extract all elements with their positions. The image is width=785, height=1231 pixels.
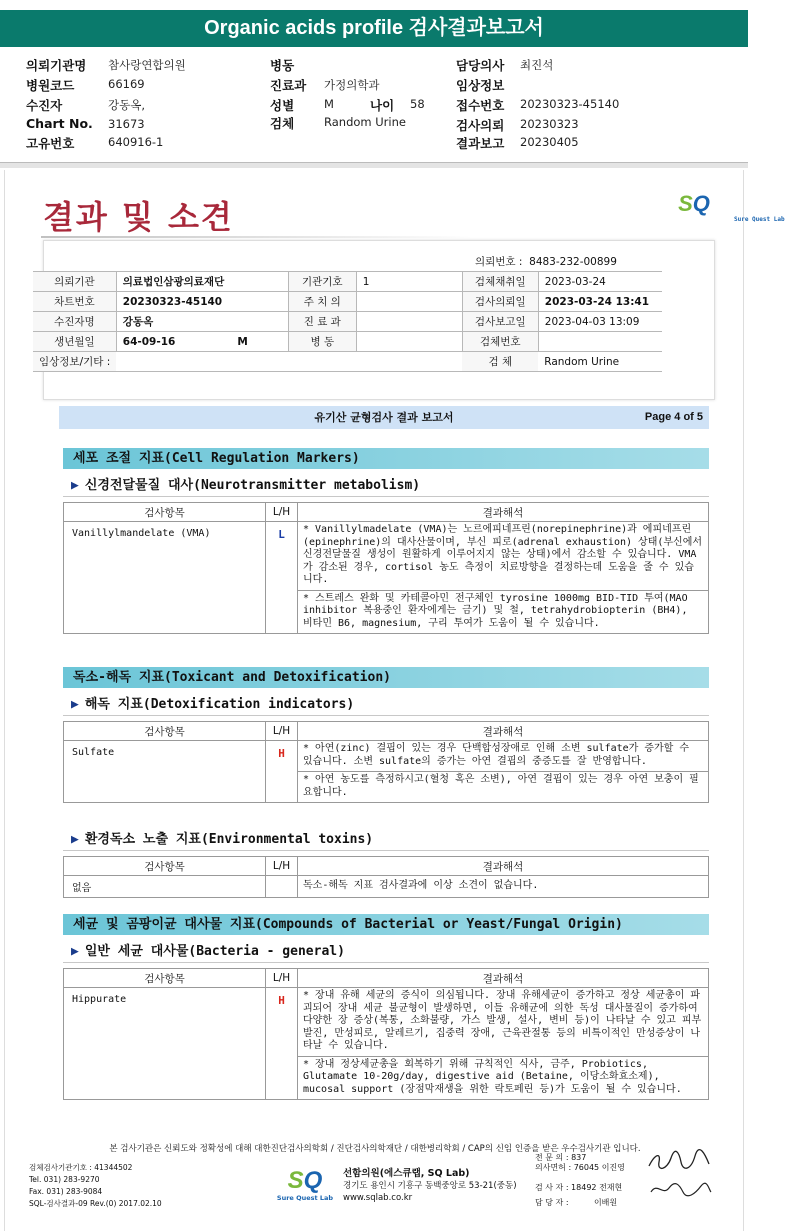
footer-sq-logo [275, 1168, 335, 1202]
value-uid: 640916-1 [108, 135, 164, 149]
orgcode-value: 1 [356, 272, 462, 292]
table-row [64, 741, 709, 803]
req-label: 검사의뢰일 [462, 292, 538, 312]
interpretation [298, 988, 709, 1100]
interp-note: * 아연 농도를 측정하시고(혈청 혹은 소변), 아연 결핍이 있는 경우 아연 보충이 필요합니다. [303, 774, 699, 798]
section-bacterial: 세균 및 곰팡이균 대사물 지표(Compounds of Bacterial or Yeast/Fungal Origin) [63, 914, 709, 935]
subsection-underline [63, 496, 709, 497]
sign-specialist: 전 문 의 : 837 [535, 1153, 587, 1162]
label-sex: 성별 [270, 98, 295, 113]
chart-label: 차트번호 [33, 292, 116, 312]
label-resultdate: 결과보고 [456, 136, 505, 151]
subsection-underline [63, 715, 709, 716]
interpretation [298, 876, 709, 898]
interp-note: * 장내 정상세균총을 회복하기 위해 규칙적인 식사, 금주, Probiotics, Glutamate 10-20g/day, digestive aid (Betaine, 이당소화효소제), mucosal support (장점막재생을 위한 락토페린 등)가 도움이 될 수 있습니다. [303, 1058, 682, 1095]
col-lh-header: L/H [266, 969, 298, 988]
doctor-signature-image [645, 1148, 715, 1174]
sign-license: 의사면허 : 76045 이진영 [535, 1163, 625, 1172]
value-hospcode: 66169 [108, 77, 145, 91]
label-specimen: 검체 [270, 116, 295, 131]
col-interp-header: 결과해석 [298, 503, 709, 522]
tester-signature-image [645, 1178, 715, 1200]
col-interp-header: 결과해석 [298, 857, 709, 876]
sex-value: M [237, 335, 248, 348]
table-row [64, 988, 709, 1100]
spec-label: 검 체 [462, 352, 538, 372]
subsection-underline [63, 962, 709, 963]
lh-flag: H [266, 741, 298, 803]
label-dept: 진료과 [270, 78, 307, 93]
sq-logo-mark: SQ [287, 1167, 323, 1194]
page-header-title: 유기산 균형검사 결과 보고서 [314, 411, 454, 424]
label-org: 의뢰기관명 [26, 58, 87, 73]
collect-value: 2023-03-24 [538, 272, 662, 292]
label-ward: 병동 [270, 58, 295, 73]
sign-manager: 담 당 자 : 이배원 [535, 1198, 618, 1207]
label-accession: 접수번호 [456, 98, 505, 113]
report-header-title: Organic acids profile 검사결과보고서 [0, 10, 748, 47]
col-item-header: 검사항목 [64, 857, 266, 876]
report-value: 2023-04-03 13:09 [538, 312, 662, 332]
dob-cell [116, 332, 288, 352]
dob-label: 생년월일 [33, 332, 116, 352]
subsection-detox: ▶ 해독 지표(Detoxification indicators) [71, 697, 355, 712]
report-title: 결과 및 소견 [43, 198, 234, 236]
subsection-bacteria-general: ▶ 일반 세균 대사물(Bacteria - general) [71, 944, 345, 959]
spec-value: Random Urine [538, 352, 662, 372]
specno-label: 검체번호 [462, 332, 538, 352]
value-patient: 강동옥, [108, 98, 145, 112]
title-underline [41, 236, 471, 238]
sq-logo-mark: SQ [678, 191, 710, 216]
sq-logo-sub: Sure Quest Lab [734, 216, 785, 223]
page-header-bar [59, 406, 709, 429]
value-accession: 20230323-45140 [520, 97, 620, 111]
col-lh-header: L/H [266, 722, 298, 741]
lab-name: 선함의원(에스큐랩, SQ Lab) [343, 1168, 470, 1179]
interp-note: * 장내 유해 세균의 증식이 의심됩니다. 장내 유해세균이 증가하고 정상 세균총이 파괴되어 장내 세균 불균형이 발생하면, 이들 유해균에 의한 독성 대사물질이 증가하여 다양한 장 증상(복통, 소화불량, 가스 발생, 설사, 변비 등)이 나타날 수 있고 피부발진, 만성피로, 알레르기, 집중력 장애, 근육관절통 등의 비특이적인 만성증상이 나타날 수 있습니다. [298, 988, 708, 1057]
value-sex: M [324, 97, 334, 111]
label-doctor: 담당의사 [456, 58, 505, 73]
org-label: 의뢰기관 [33, 272, 116, 292]
specno-value [538, 332, 662, 352]
test-item: Hippurate [64, 988, 266, 1100]
value-resultdate: 20230405 [520, 135, 579, 149]
footer-line: 검체검사기관기호 : 41344502 [29, 1163, 133, 1172]
label-age: 나이 [370, 98, 395, 113]
ward-value [356, 332, 462, 352]
page-number: Page 4 of 5 [644, 411, 703, 423]
table-row [64, 876, 709, 898]
interp-note: * Vanillylmadelate (VMA)는 노르에피네프린(norepinephrine)과 에피네프린(epinephrine)의 대사산물이며, 부신 피로(adrenal exhaustion) 상태(부신에서 신경전달물질 생성이 원활하게 이루어지지 않는 상태)에서 감소할 수 있습니다. VMA가 감소된 경우, cortisol 농도 측정이 치료방향을 결정하는데 도움을 줄 수 있습니다. [298, 522, 708, 591]
label-uid: 고유번호 [26, 136, 75, 151]
interpretation [298, 741, 709, 803]
col-interp-header: 결과해석 [298, 722, 709, 741]
value-age: 58 [410, 97, 425, 111]
label-chartno: Chart No. [26, 116, 93, 131]
req-value: 2023-03-24 13:41 [538, 292, 662, 312]
triangle-right-icon: ▶ [71, 944, 79, 959]
lh-flag: H [266, 988, 298, 1100]
name-value: 강동옥 [116, 312, 288, 332]
test-item: 없음 [64, 876, 266, 898]
section-toxicant: 독소-해독 지표(Toxicant and Detoxification) [63, 667, 709, 688]
clinical-spacer2 [356, 352, 462, 372]
divider [0, 162, 748, 168]
col-lh-header: L/H [266, 503, 298, 522]
section-cell-regulation: 세포 조절 지표(Cell Regulation Markers) [63, 448, 709, 469]
label-clinical: 임상정보 [456, 78, 505, 93]
triangle-right-icon: ▶ [71, 697, 79, 712]
lab-info [343, 1168, 517, 1204]
table-row [64, 522, 709, 634]
test-item: Vanillylmandelate (VMA) [64, 522, 266, 634]
col-item-header: 검사항목 [64, 503, 266, 522]
test-item: Sulfate [64, 741, 266, 803]
subsection-neurotransmitter: ▶ 신경전달물질 대사(Neurotransmitter metabolism) [71, 478, 421, 493]
label-patient: 수진자 [26, 98, 63, 113]
value-dept: 가정의학과 [324, 78, 380, 92]
col-item-header: 검사항목 [64, 969, 266, 988]
patient-table [33, 271, 662, 372]
lh-flag [266, 876, 298, 898]
lab-address: 경기도 용인시 기흥구 동백중앙로 53-21(중동) [343, 1181, 517, 1191]
interp-note: * 스트레스 완화 및 카테콜아민 전구체인 tyrosine 1000mg BID-TID 투여(MAO inhibitor 복용중인 환자에게는 금기) 및 철, tetrahydrobiopterin (BH4), 비타민 B6, magnesium, 구리 투여가 도움이 될 수 있습니다. [303, 592, 688, 629]
table-environmental [63, 856, 709, 898]
value-specimen: Random Urine [324, 115, 406, 129]
triangle-right-icon: ▶ [71, 832, 79, 847]
request-number: 의뢰번호 : 8483-232-00899 [475, 256, 617, 268]
report-label: 검사보고일 [462, 312, 538, 332]
footer-left [29, 1162, 162, 1210]
triangle-right-icon: ▶ [71, 478, 79, 493]
doctor-label: 주 치 의 [288, 292, 356, 312]
value-doctor: 최진석 [520, 58, 554, 72]
value-chartno: 31673 [108, 117, 145, 131]
dept-label: 진 료 과 [288, 312, 356, 332]
col-lh-header: L/H [266, 857, 298, 876]
header-info [0, 52, 748, 152]
dept-value [356, 312, 462, 332]
sq-lab-logo [668, 191, 785, 234]
subsection-underline [63, 850, 709, 851]
footer-line: Fax. 031) 283-9084 [29, 1187, 103, 1196]
lab-website: www.sqlab.co.kr [343, 1193, 413, 1203]
value-org: 참사랑연합의원 [108, 58, 186, 72]
table-detox [63, 721, 709, 803]
name-label: 수진자명 [33, 312, 116, 332]
interp-note: 독소-해독 지표 검사결과에 이상 소견이 없습니다. [303, 880, 539, 891]
table-neurotransmitter [63, 502, 709, 634]
clinical-spacer [288, 352, 356, 372]
clinical-value [116, 352, 288, 372]
interpretation [298, 522, 709, 634]
col-interp-header: 결과해석 [298, 969, 709, 988]
ward-label: 병 동 [288, 332, 356, 352]
accreditation-notice: 본 검사기관은 신뢰도와 정확성에 대해 대한진단검사의학회 / 진단검사의학재단 / 대한병리학회 / CAP의 신임 인증을 받은 우수검사기관 입니다. [109, 1144, 641, 1154]
collect-label: 검체채취일 [462, 272, 538, 292]
sign-tester: 검 사 자 : 18492 전재현 [535, 1183, 623, 1192]
lh-flag: L [266, 522, 298, 634]
clinical-label: 임상정보/기타 : [33, 352, 116, 372]
col-item-header: 검사항목 [64, 722, 266, 741]
org-value: 의료법인삼광의료재단 [116, 272, 288, 292]
label-reqdate: 검사의뢰 [456, 118, 505, 133]
dob-value: 64-09-16 [122, 335, 176, 348]
orgcode-label: 기관기호 [288, 272, 356, 292]
chart-value: 20230323-45140 [116, 292, 288, 312]
report-page [4, 170, 785, 1231]
interp-note: * 아연(zinc) 결핍이 있는 경우 단백합성장애로 인해 소변 sulfate가 증가할 수 있습니다. 소변 sulfate의 증가는 아연 결핍의 중증도를 잘 반영합니다. [298, 741, 708, 772]
sq-logo-sub: Sure Quest Lab [276, 1194, 334, 1202]
table-bacteria [63, 968, 709, 1100]
subsection-environmental: ▶ 환경독소 노출 지표(Environmental toxins) [71, 832, 374, 847]
value-reqdate: 20230323 [520, 117, 579, 131]
label-hospcode: 병원코드 [26, 78, 75, 93]
footer-line: SQL-검사결과-09 Rev.(0) 2017.02.10 [29, 1199, 162, 1208]
doctor-value [356, 292, 462, 312]
footer-line: Tel. 031) 283-9270 [29, 1175, 100, 1184]
